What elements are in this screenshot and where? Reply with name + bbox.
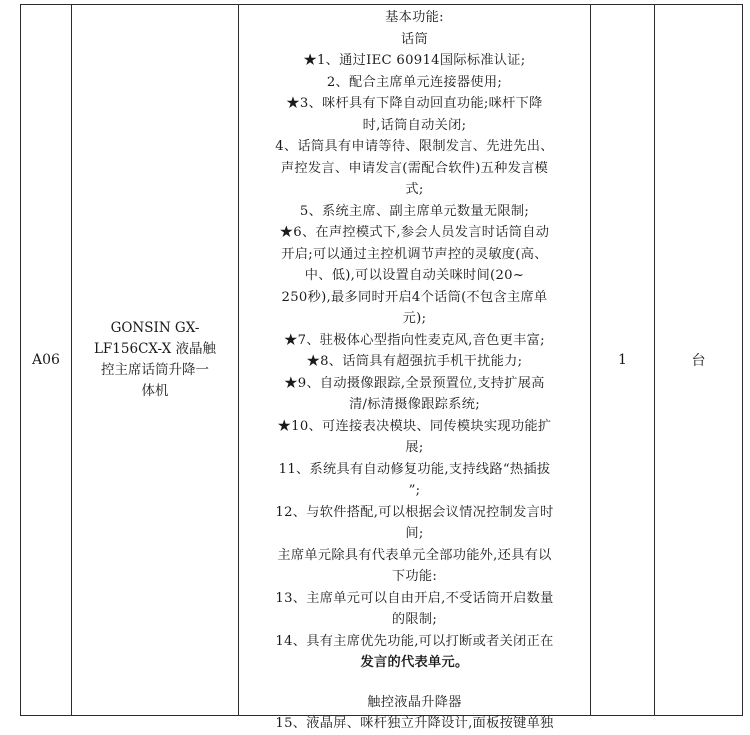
- description-line: 的限制;: [391, 612, 438, 627]
- description-line: ★10、可连接表决模块、同传模块实现功能扩: [277, 418, 552, 434]
- description-line: 下功能:: [391, 569, 438, 584]
- description-line: 话筒: [401, 31, 428, 47]
- description-line: ★7、驻极体心型指向性麦克风,音色更丰富;: [284, 332, 545, 348]
- description-cell: [239, 5, 591, 731]
- description-line: 250秒),最多同时开启4个话筒(不包含主席单: [281, 289, 548, 305]
- description-line: 14、具有主席优先功能,可以打断或者关闭正在: [275, 633, 554, 649]
- description-line: ”;: [408, 483, 421, 498]
- description-line: 时,话筒自动关闭;: [362, 117, 467, 133]
- description-line: ★1、通过IEC 60914国际标准认证;: [303, 53, 526, 68]
- description-line: ★3、咪杆具有下降自动回直功能;咪杆下降: [286, 96, 543, 111]
- description-line: 2、配合主席单元连接器使用;: [326, 74, 503, 90]
- model-line: LF156CX-X 液晶触: [93, 341, 217, 357]
- model-line: 体机: [141, 383, 169, 399]
- description-line: 5、系统主席、副主席单元数量无限制;: [299, 203, 530, 219]
- quantity-value: 1: [618, 352, 627, 368]
- description-line: 开启;可以通过主控机调节声控的灵敏度(高、: [281, 246, 548, 262]
- description-line: 式;: [405, 182, 424, 197]
- description-line: 清/标清摄像跟踪系统;: [349, 397, 480, 412]
- description-line: 主席单元除具有代表单元全部功能外,还具有以: [277, 547, 552, 563]
- description-line: 12、与软件搭配,可以根据会议情况控制发言时: [275, 504, 554, 520]
- description-line: 触控液晶升降器: [367, 694, 462, 710]
- description-line: ★9、自动摄像跟踪,全景预置位,支持扩展高: [284, 375, 545, 391]
- description-line: 发言的代表单元。: [360, 655, 469, 670]
- description-line: ★8、话筒具有超强抗手机干扰能力;: [306, 354, 523, 369]
- description-line: ★6、在声控模式下,参会人员发言时话筒自动: [279, 225, 550, 240]
- description-line: 13、主席单元可以自由开启,不受话筒开启数量: [275, 590, 554, 606]
- description-text: [239, 7, 590, 731]
- model-line: 控主席话筒升降一: [101, 362, 209, 378]
- item-id: A06: [32, 352, 60, 368]
- description-line: 中、低),可以设置自动关咪时间(20~: [304, 268, 525, 283]
- model-cell: [72, 5, 239, 716]
- item-id-cell: [21, 5, 72, 716]
- table-row: [21, 5, 743, 716]
- description-line: 基本功能:: [385, 10, 444, 25]
- description-line: 声控发言、申请发言(需配合软件)五种发言模: [280, 160, 549, 176]
- spec-table: [20, 4, 743, 731]
- blank-line: [239, 674, 590, 692]
- description-line: 元);: [402, 311, 427, 326]
- description-line: 间;: [405, 526, 424, 541]
- unit-cell: [655, 5, 743, 716]
- description-line: 展;: [405, 440, 424, 455]
- quantity-cell: [591, 5, 655, 716]
- description-line: 11、系统具有自动修复功能,支持线路“热插拔: [278, 461, 551, 477]
- unit-value: 台: [691, 353, 706, 369]
- model-line: GONSIN GX-: [110, 320, 200, 336]
- description-line: 4、话筒具有申请等待、限制发言、先进先出、: [275, 139, 554, 154]
- description-line: 15、液晶屏、咪杆独立升降设计,面板按键单独: [275, 716, 554, 731]
